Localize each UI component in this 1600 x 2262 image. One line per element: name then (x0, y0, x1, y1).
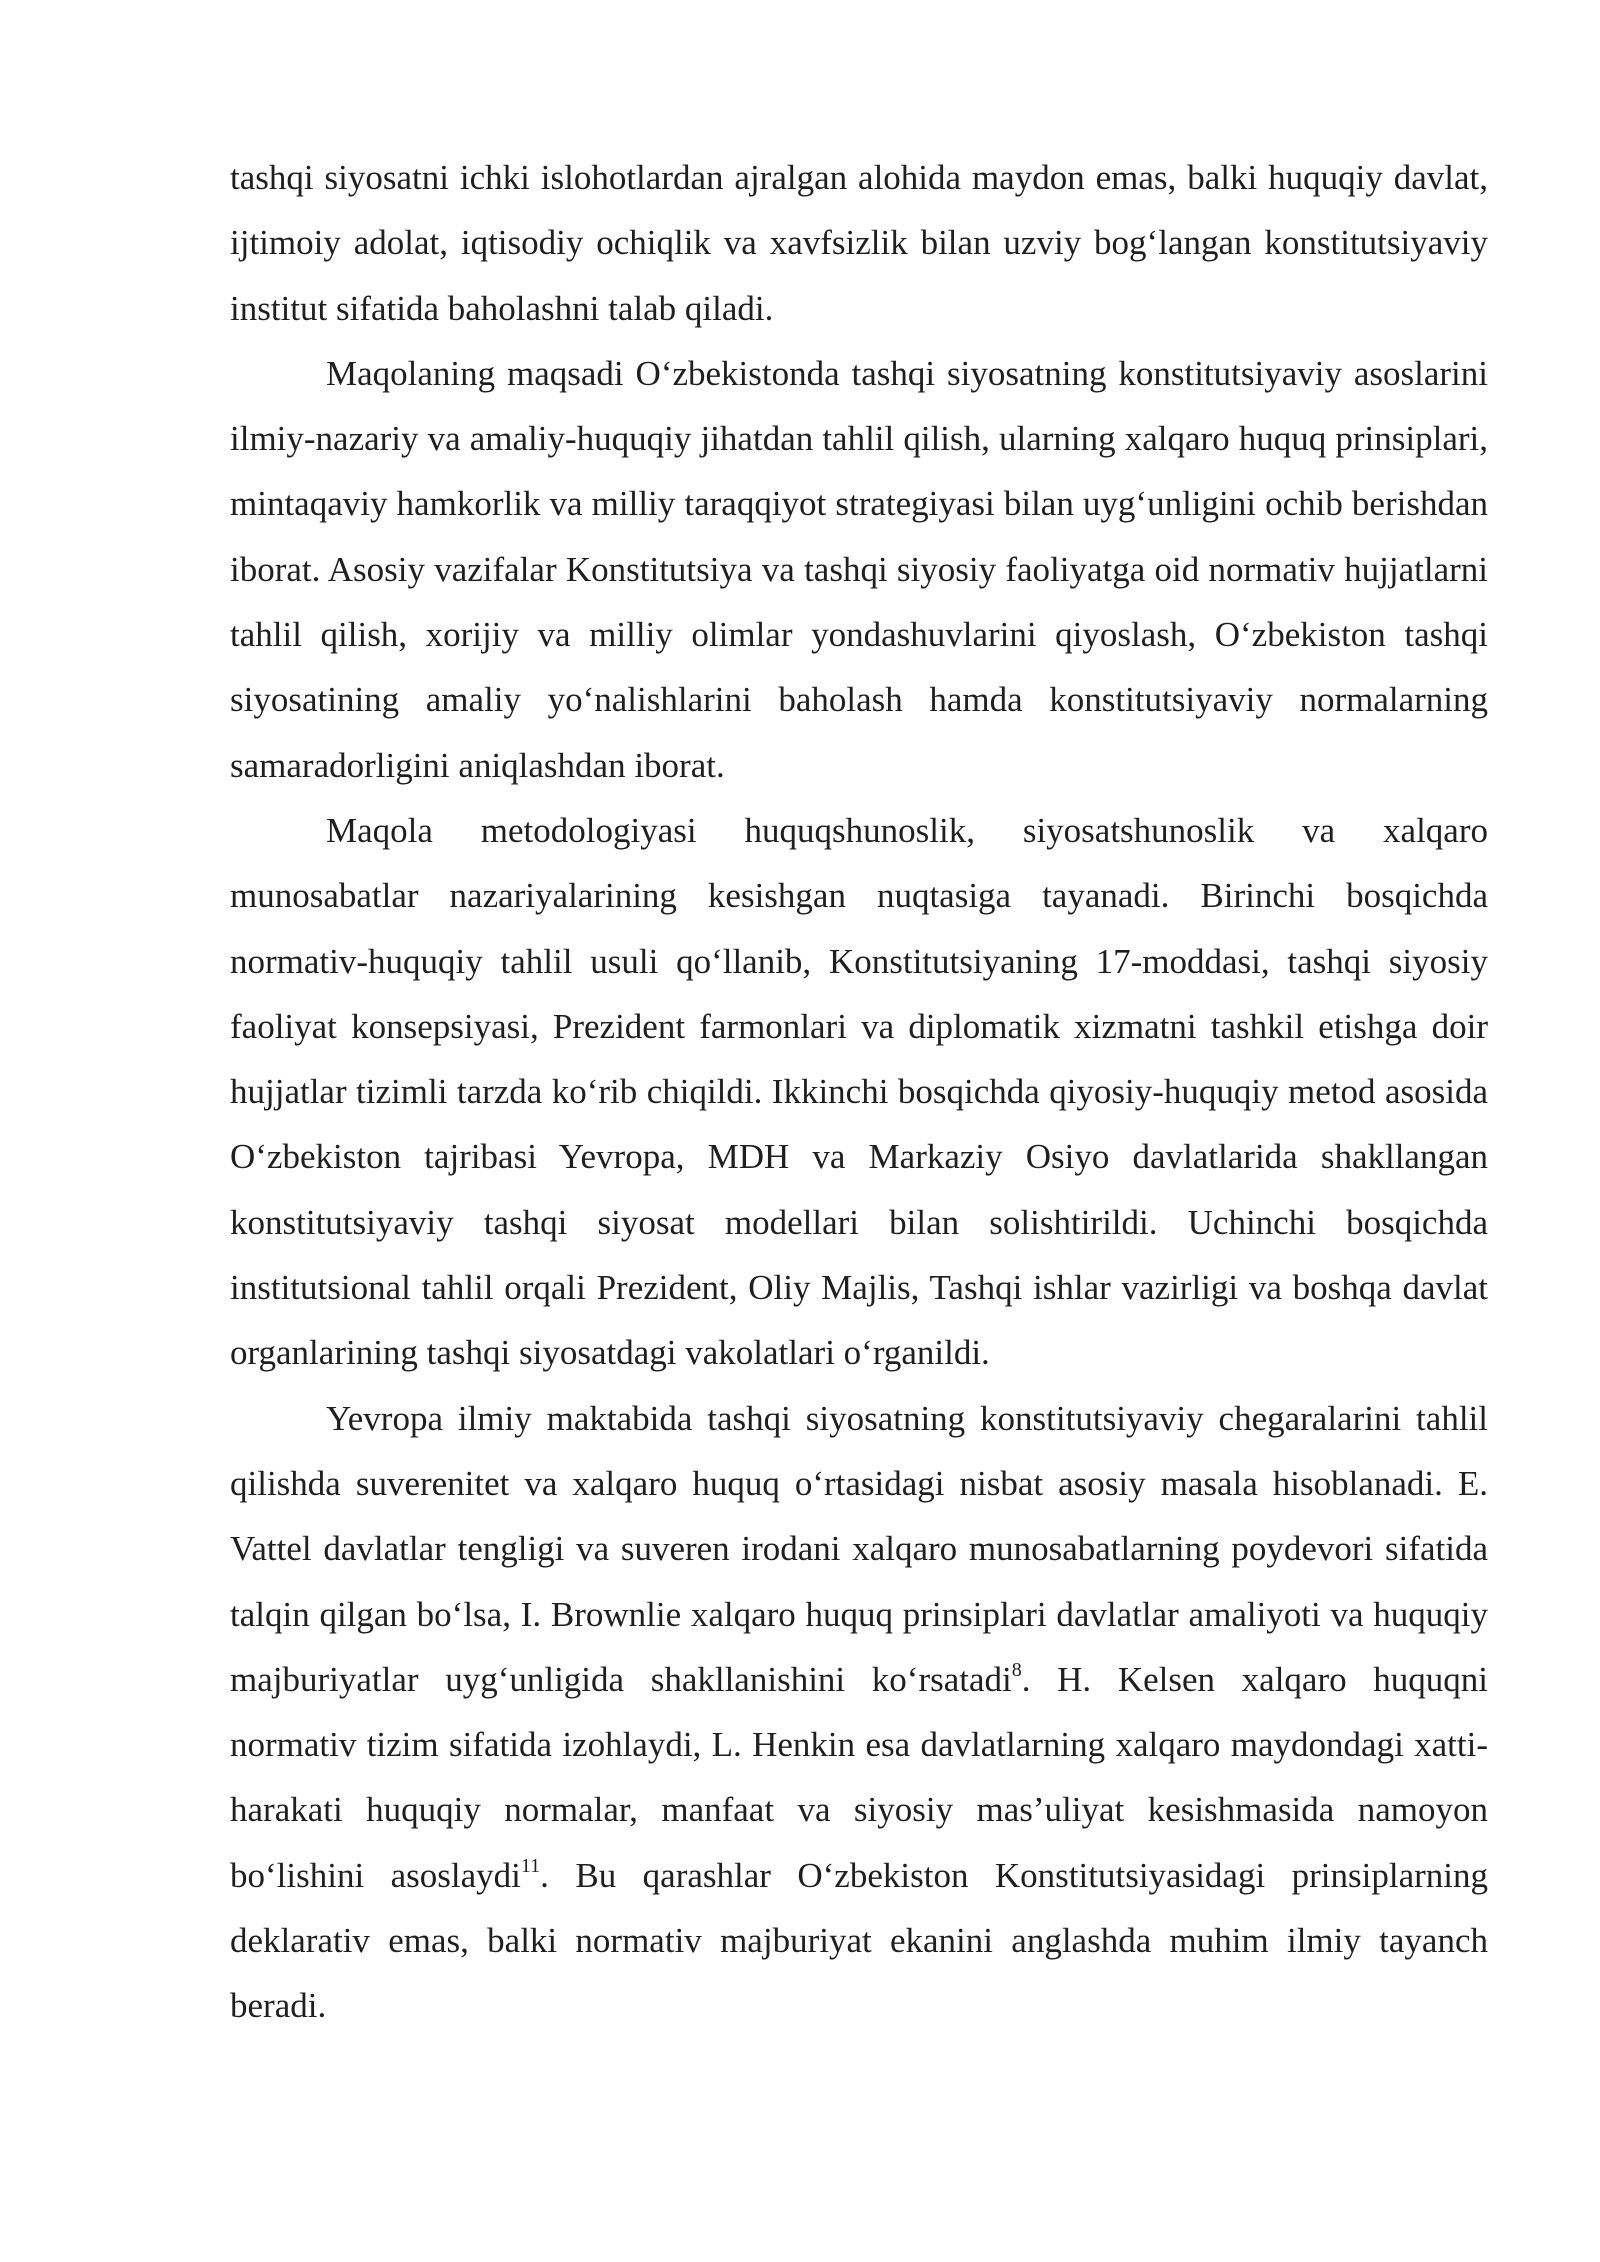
footnote-reference[interactable]: 11 (520, 1855, 541, 1878)
paragraph-text-part: Yevropa ilmiy maktabida tashqi siyosatning konstitutsiyaviy chegaralarini tahlil qilishda suverenitet va xalqaro huquq o‘rtasidagi nisbat asosiy masala hisoblanadi. E. Vattel davlatlar tengligi va suveren irodani xalqaro munosabatlarning poydevori sifatida talqin qilgan bo‘lsa, I. Brownlie xalqaro huquq prinsiplari davlatlar amaliyoti va huquqiy majburiyatlar uyg‘unligida shakllanishini ko‘rsatadi (230, 1398, 1488, 1699)
footnote-reference[interactable]: 8 (1011, 1659, 1022, 1682)
paragraph-text-part: . Bu qarashlar O‘zbekiston Konstitutsiyasidagi prinsiplarning deklarativ emas, balki normativ majburiyat ekanini anglashda muhim ilmiy tayanch beradi. (230, 1855, 1488, 2026)
document-page (230, 145, 1488, 2039)
paragraph-european-school (230, 1386, 1488, 2039)
paragraph-continued: tashqi siyosatni ichki islohotlardan ajralgan alohida maydon emas, balki huquqiy davlat, ijtimoiy adolat, iqtisodiy ochiqlik va xavfsizlik bilan uzviy bog‘langan konstitutsiyaviy institut sifatida baholashni talab qiladi. (230, 158, 1488, 328)
paragraph-objective: Maqolaning maqsadi O‘zbekistonda tashqi siyosatning konstitutsiyaviy asoslarini ilmiy-nazariy va amaliy-huquqiy jihatdan tahlil qilish, ularning xalqaro huquq prinsiplari, mintaqaviy hamkorlik va milliy taraqqiyot strategiyasi bilan uyg‘unligini ochib berishdan iborat. Asosiy vazifalar Konstitutsiya va tashqi siyosiy faoliyatga oid normativ hujjatlarni tahlil qilish, xorijiy va milliy olimlar yondashuvlarini qiyoslash, O‘zbekiston tashqi siyosatining amaliy yo‘nalishlarini baholash hamda konstitutsiyaviy normalarning samaradorligini aniqlashdan iborat. (230, 353, 1488, 785)
paragraph-methodology: Maqola metodologiyasi huquqshunoslik, siyosatshunoslik va xalqaro munosabatlar nazariyalarining kesishgan nuqtasiga tayanadi. Birinchi bosqichda normativ-huquqiy tahlil usuli qo‘llanib, Konstitutsiyaning 17-moddasi, tashqi siyosiy faoliyat konsepsiyasi, Prezident farmonlari va diplomatik xizmatni tashkil etishga doir hujjatlar tizimli tarzda ko‘rib chiqildi. Ikkinchi bosqichda qiyosiy-huquqiy metod asosida O‘zbekiston tajribasi Yevropa, MDH va Markaziy Osiyo davlatlarida shakllangan konstitutsiyaviy tashqi siyosat modellari bilan solishtirildi. Uchinchi bosqichda institutsional tahlil orqali Prezident, Oliy Majlis, Tashqi ishlar vazirligi va boshqa davlat organlarining tashqi siyosatdagi vakolatlari o‘rganildi. (230, 810, 1488, 1373)
paragraph-text-part: . H. Kelsen xalqaro huquqni normativ tizim sifatida izohlaydi, L. Henkin esa davlatlarning xalqaro maydondagi xatti-harakati huquqiy normalar, manfaat va siyosiy mas’uliyat kesishmasida namoyon bo‘lishini asoslaydi (230, 1659, 1489, 1895)
